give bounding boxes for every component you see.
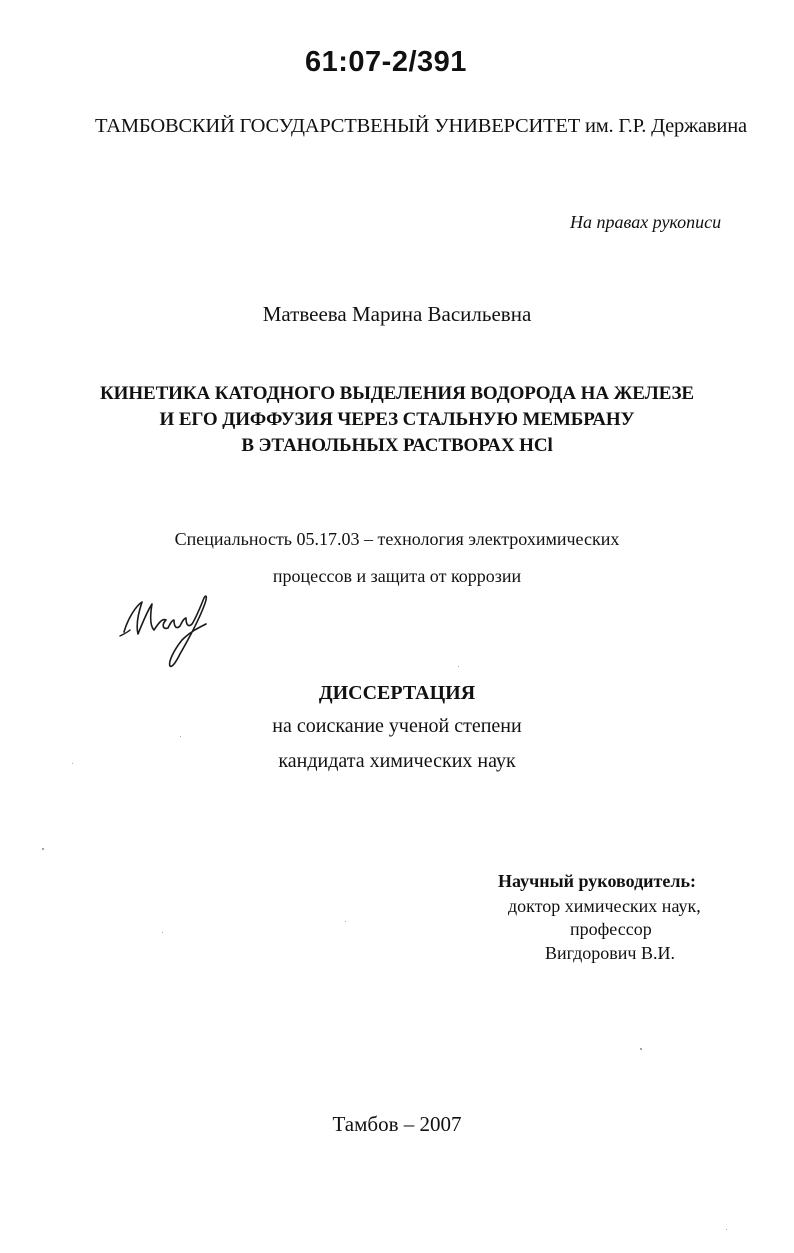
topic-line-1: КИНЕТИКА КАТОДНОГО ВЫДЕЛЕНИЯ ВОДОРОДА НА ЖЕЛЕЗЕ: [100, 383, 694, 404]
supervisor-position: профессор: [570, 919, 652, 939]
rights-note: На правах рукописи: [570, 212, 722, 232]
document-type: ДИССЕРТАЦИЯ: [318, 682, 476, 704]
scan-speck: [162, 932, 163, 933]
scan-speck: [458, 666, 459, 667]
scan-speck: [345, 921, 346, 922]
author-name: Матвеева Марина Васильевна: [262, 302, 532, 326]
handwritten-signature-icon: [118, 588, 218, 672]
scan-speck: [640, 1048, 642, 1050]
scan-speck: [726, 1229, 727, 1230]
specialty-line-1: Специальность 05.17.03 – технология электрохимических: [174, 529, 620, 549]
degree-purpose: на соискание ученой степени: [272, 715, 522, 737]
catalog-number: 61:07-2/391: [305, 46, 467, 78]
supervisor-name: Вигдорович В.И.: [545, 943, 675, 963]
topic-line-2: И ЕГО ДИФФУЗИЯ ЧЕРЕЗ СТАЛЬНУЮ МЕМБРАНУ: [159, 409, 635, 430]
supervisor-degree: доктор химических наук,: [508, 896, 701, 916]
supervisor-heading: Научный руководитель:: [498, 871, 696, 891]
scan-speck: [180, 736, 181, 737]
dissertation-topic: [0, 381, 794, 459]
degree-name: кандидата химических наук: [278, 750, 516, 772]
specialty-line-2: процессов и защита от коррозии: [272, 566, 522, 586]
scan-speck: [72, 763, 73, 764]
place-and-year: Тамбов – 2007: [332, 1112, 462, 1136]
topic-line-3: В ЭТАНОЛЬНЫХ РАСТВОРАХ HCl: [241, 435, 553, 456]
university-name: ТАМБОВСКИЙ ГОСУДАРСТВЕНЫЙ УНИВЕРСИТЕТ им. Г.Р. Державина: [95, 115, 747, 137]
scan-speck: [42, 848, 44, 850]
